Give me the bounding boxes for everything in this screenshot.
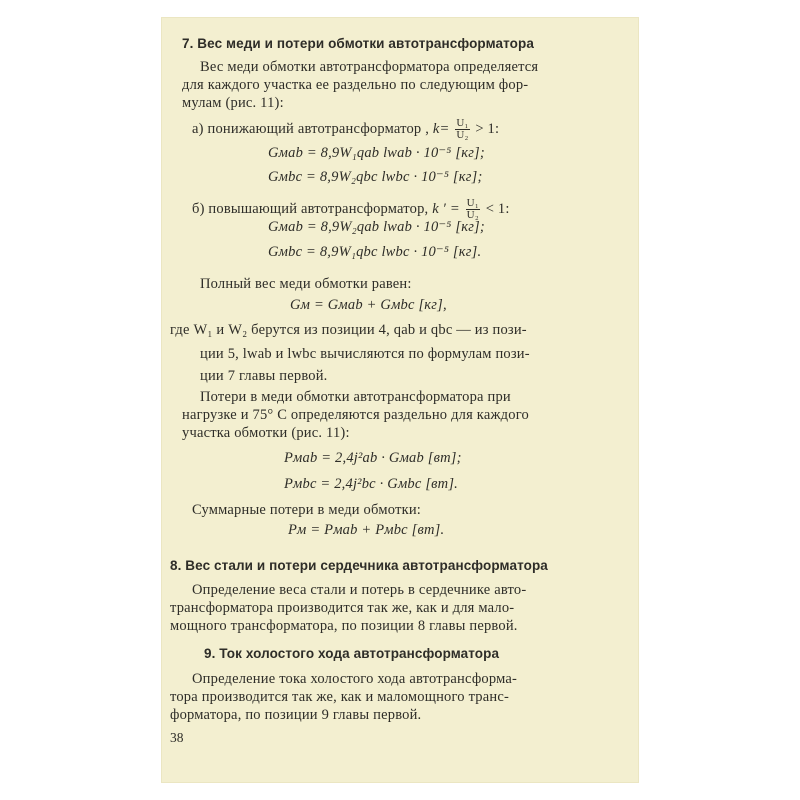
case-a-label: а) понижающий автотрансформатор , xyxy=(192,120,430,137)
paragraph-line: Определение тока холостого хода автотрансформа- xyxy=(192,671,518,687)
paragraph-line: Определение веса стали и потерь в сердечнике авто- xyxy=(192,582,527,598)
page-number: 38 xyxy=(170,730,184,745)
formula-p2: Pмbc = 2,4j²bc · Gмbc [вт]. xyxy=(284,476,459,492)
paragraph-line: нагрузке и 75° С определяются раздельно для каждого xyxy=(182,407,529,423)
case-b-label: б) повышающий автотрансформатор, xyxy=(192,200,429,217)
case-a-k: k= xyxy=(432,120,450,137)
formula-total: Gм = Gмab + Gмbc [кг], xyxy=(290,297,447,313)
fraction-numerator: U₁ xyxy=(466,197,479,209)
formula-b1: Gмab = 8,9W₂qab lwab · 10⁻⁵ [кг]; xyxy=(268,219,485,235)
formula-sum: Pм = Pмab + Pмbc [вт]. xyxy=(288,522,445,538)
case-b-comparison: < 1: xyxy=(485,200,510,217)
paragraph-line: мощного трансформатора, по позиции 8 главы первой. xyxy=(170,618,518,634)
fraction-denominator: U₂ xyxy=(466,209,479,221)
paragraph-line: форматора, по позиции 9 главы первой. xyxy=(170,707,422,723)
formula-a2: Gмbc = 8,9W₂qbc lwbc · 10⁻⁵ [кг]; xyxy=(268,169,483,185)
case-a-row xyxy=(192,118,499,141)
section-7-heading: 7. Вес меди и потери обмотки автотрансформатора xyxy=(182,36,534,51)
fraction-denominator: U₂ xyxy=(456,129,469,141)
paragraph-line: Вес меди обмотки автотрансформатора определяется xyxy=(200,59,539,75)
paragraph-line: ции 5, lwab и lwbc вычисляются по формулам пози- xyxy=(200,346,530,362)
case-a-comparison: > 1: xyxy=(475,120,500,137)
fraction-numerator: U₁ xyxy=(456,117,469,129)
case-a-ratio-fraction xyxy=(455,118,469,141)
case-b-ratio-fraction xyxy=(466,198,480,221)
section-8-heading: 8. Вес стали и потери сердечника автотрансформатора xyxy=(170,558,548,573)
paragraph-line: мулам (рис. 11): xyxy=(182,95,284,111)
paragraph-line: тора производится так же, как и маломощного транс- xyxy=(170,689,509,705)
case-b-k: k ′ = xyxy=(432,200,460,217)
paragraph-line: трансформатора производится так же, как и для мало- xyxy=(170,600,515,616)
section-9-heading: 9. Ток холостого хода автотрансформатора xyxy=(204,646,500,661)
formula-b2: Gмbc = 8,9W₁qbc lwbc · 10⁻⁵ [кг]. xyxy=(268,244,482,260)
case-b-row xyxy=(192,198,510,221)
formula-a1: Gмab = 8,9W₁qab lwab · 10⁻⁵ [кг]; xyxy=(268,145,485,161)
paragraph-line: Потери в меди обмотки автотрансформатора при xyxy=(200,389,511,405)
paragraph-line: где W₁ и W₂ берутся из позиции 4, qab и qbc — из пози- xyxy=(170,322,527,338)
book-page xyxy=(162,18,638,782)
sum-label: Суммарные потери в меди обмотки: xyxy=(192,502,422,518)
paragraph-line: для каждого участка ее раздельно по следующим фор- xyxy=(182,77,529,93)
paragraph-line: участка обмотки (рис. 11): xyxy=(182,425,350,441)
total-label: Полный вес меди обмотки равен: xyxy=(200,276,412,292)
formula-p1: Pмab = 2,4j²ab · Gмab [вт]; xyxy=(284,450,462,466)
paragraph-line: ции 7 главы первой. xyxy=(200,368,328,384)
page-content xyxy=(162,18,638,782)
